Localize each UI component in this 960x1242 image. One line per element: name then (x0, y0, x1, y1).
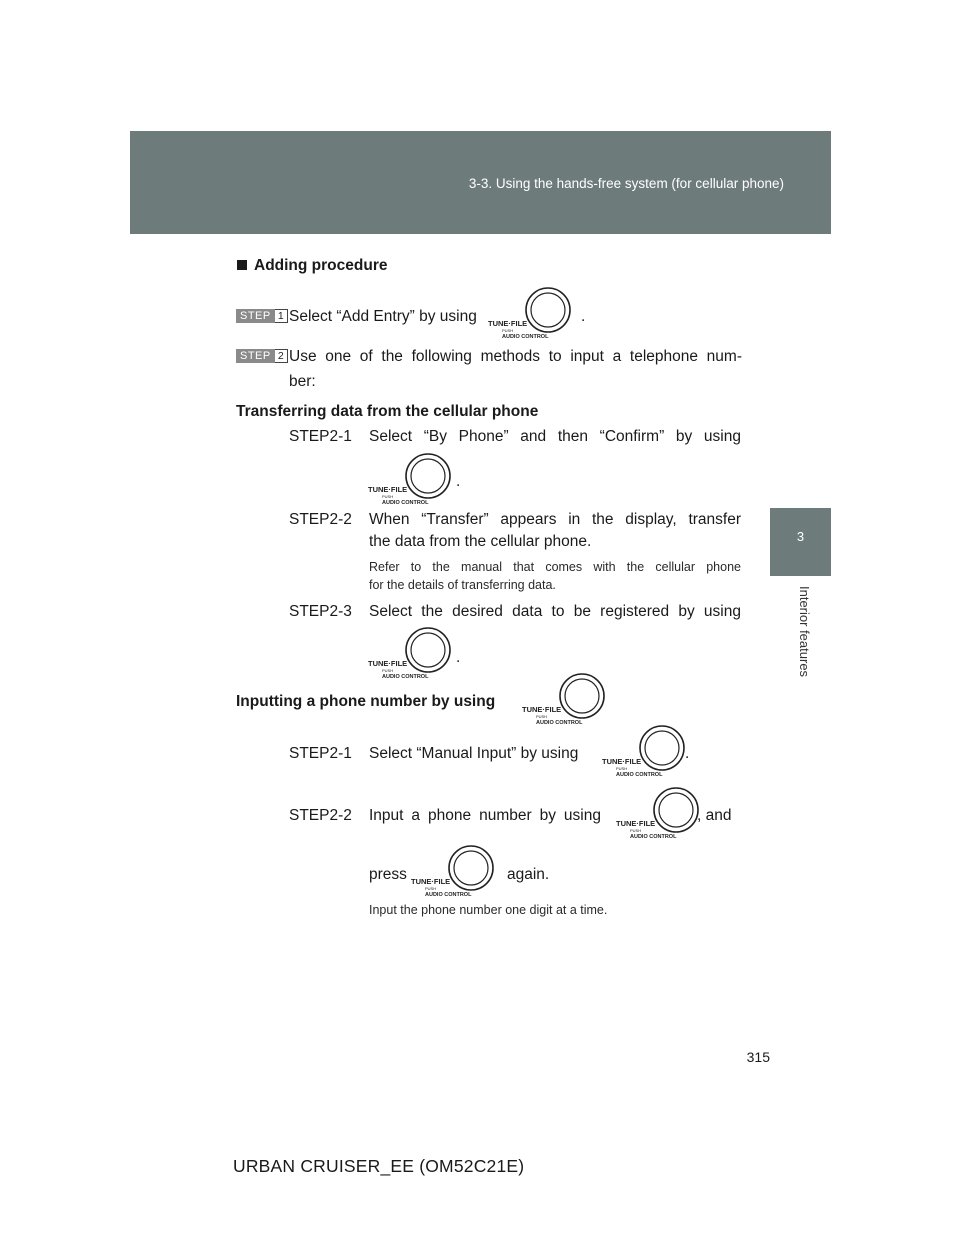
chapter-tab (770, 508, 831, 576)
svg-text:PUSH: PUSH (536, 714, 548, 719)
svg-text:TUNE·FILE: TUNE·FILE (522, 705, 562, 714)
manual-step-2-2-label: STEP2-2 (289, 807, 352, 824)
chapter-number: 3 (796, 529, 805, 544)
tune-file-knob-icon (600, 724, 696, 780)
page-number: 315 (746, 1049, 770, 1065)
section-heading: Adding procedure (254, 257, 388, 274)
transfer-step-2-1-text: Select “By Phone” and then “Confirm” by using (369, 428, 741, 445)
svg-text:TUNE·FILE: TUNE·FILE (411, 877, 451, 886)
transfer-step-2-2-line-2: the data from the cellular phone. (369, 533, 592, 550)
bullet-square-icon (237, 260, 247, 270)
svg-text:PUSH: PUSH (616, 766, 628, 771)
svg-text:AUDIO CONTROL: AUDIO CONTROL (630, 834, 677, 840)
step-2-line-1: Use one of the following methods to input a telephone num- (289, 348, 742, 365)
svg-text:AUDIO CONTROL: AUDIO CONTROL (382, 674, 429, 680)
step-2-line-2: ber: (289, 373, 316, 390)
svg-text:PUSH: PUSH (382, 668, 394, 673)
transfer-step-2-2-label: STEP2-2 (289, 511, 352, 528)
header-title: 3-3. Using the hands-free system (for cellular phone) (468, 176, 784, 191)
manual-step-2-2-after: , and (697, 807, 732, 824)
transfer-step-2-3-period: . (456, 649, 461, 666)
step-2-badge: STEP 2 (236, 349, 288, 363)
svg-text:TUNE·FILE: TUNE·FILE (616, 819, 656, 828)
svg-text:TUNE·FILE: TUNE·FILE (602, 757, 642, 766)
transfer-heading: Transferring data from the cellular phone (236, 403, 539, 420)
step-1-badge: STEP 1 (236, 309, 288, 323)
document-code: URBAN CRUISER_EE (OM52C21E) (233, 1156, 525, 1176)
svg-text:PUSH: PUSH (630, 828, 642, 833)
svg-text:PUSH: PUSH (425, 886, 437, 891)
tune-file-knob-icon (614, 786, 710, 842)
transfer-step-2-3-label: STEP2-3 (289, 603, 352, 620)
svg-text:PUSH: PUSH (382, 494, 394, 499)
svg-text:PUSH: PUSH (502, 328, 514, 333)
tune-file-knob-icon (409, 844, 505, 900)
manual-step-2-2-press: press (369, 866, 407, 883)
manual-step-2-1-text: Select “Manual Input” by using (369, 745, 579, 762)
svg-text:TUNE·FILE: TUNE·FILE (368, 659, 408, 668)
manual-step-2-1-label: STEP2-1 (289, 745, 352, 762)
svg-text:TUNE·FILE: TUNE·FILE (368, 485, 408, 494)
transfer-note-line-1: Refer to the manual that comes with the cellular phone (369, 560, 741, 574)
svg-text:TUNE·FILE: TUNE·FILE (488, 319, 528, 328)
step-1-text: Select “Add Entry” by using (289, 308, 477, 325)
transfer-note-line-2: for the details of transferring data. (369, 578, 556, 592)
chapter-label: Interior features (797, 586, 812, 678)
svg-text:AUDIO CONTROL: AUDIO CONTROL (616, 772, 663, 778)
transfer-step-2-2-line-1: When “Transfer” appears in the display, transfer (369, 511, 741, 528)
manual-step-2-2-again: again. (507, 866, 550, 883)
transfer-step-2-1-period: . (456, 473, 461, 490)
tune-file-knob-icon (366, 626, 462, 682)
manual-heading: Inputting a phone number by using (236, 693, 496, 710)
transfer-step-2-1-label: STEP2-1 (289, 428, 352, 445)
step-1-period: . (581, 308, 586, 325)
svg-text:AUDIO CONTROL: AUDIO CONTROL (536, 720, 583, 726)
tune-file-knob-icon (486, 286, 582, 342)
svg-text:AUDIO CONTROL: AUDIO CONTROL (382, 500, 429, 506)
svg-text:AUDIO CONTROL: AUDIO CONTROL (502, 334, 549, 340)
tune-file-knob-icon (520, 672, 616, 728)
transfer-step-2-3-text: Select the desired data to be registered by using (369, 603, 741, 620)
manual-step-2-2-text: Input a phone number by using (369, 807, 601, 824)
manual-note: Input the phone number one digit at a time. (369, 903, 608, 917)
manual-step-2-1-period: . (685, 745, 690, 762)
header-band (130, 131, 831, 234)
svg-text:AUDIO CONTROL: AUDIO CONTROL (425, 892, 472, 898)
tune-file-knob-icon (366, 452, 462, 508)
